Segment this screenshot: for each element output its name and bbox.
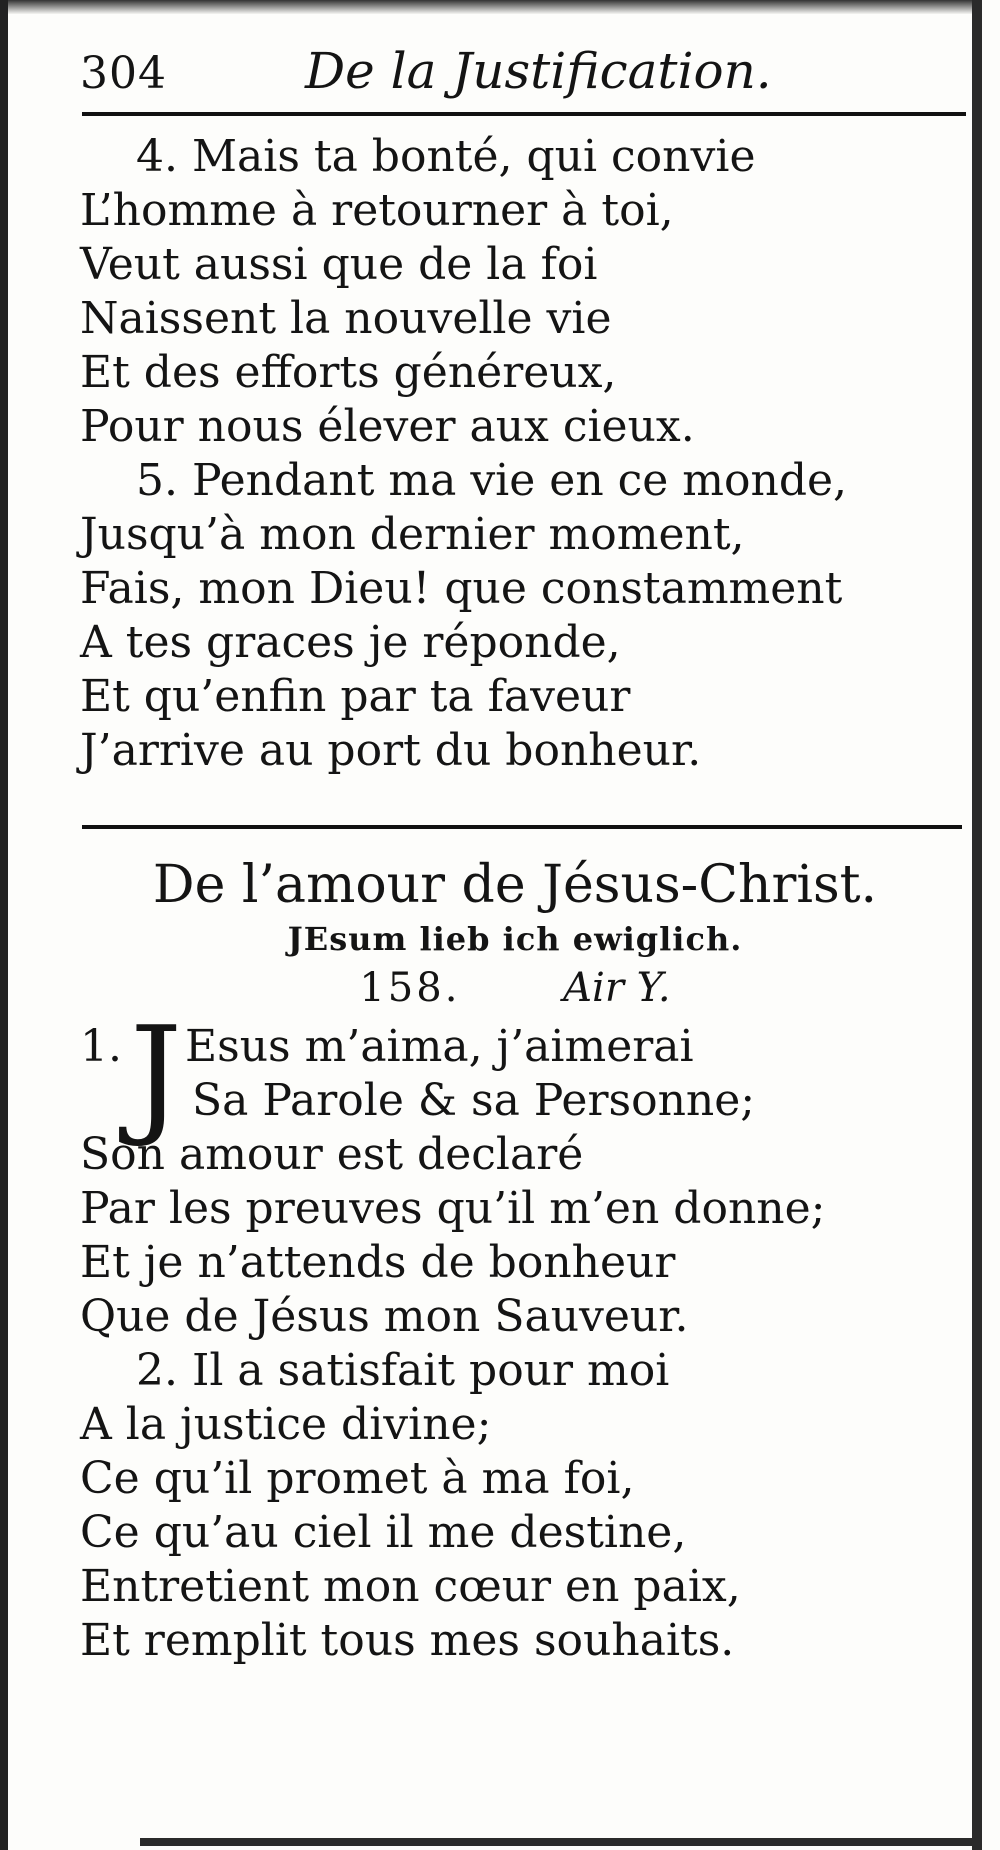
stanza-4	[80, 130, 950, 454]
verse-line: Sa Parole & sa Personne;	[192, 1075, 756, 1126]
hymn-number: 158.	[359, 965, 461, 1011]
verse-line: Naissent la nouvelle vie	[80, 293, 612, 344]
page-edge-bottom	[140, 1838, 982, 1846]
verse-line: Que de Jésus mon Sauveur.	[80, 1291, 689, 1342]
verse-line: Veut aussi que de la foi	[80, 239, 598, 290]
page-edge-left	[0, 0, 8, 1850]
page-number: 304	[80, 48, 167, 99]
verse-line: Ce qu’au ciel il me destine,	[80, 1507, 687, 1558]
verse-line: A la justice divine;	[80, 1399, 492, 1450]
page-edge-top	[0, 0, 982, 14]
hymn-title: De l’amour de Jésus-Christ.	[152, 855, 878, 915]
hymn-air: Air Y.	[563, 965, 671, 1011]
verse-line: L’homme à retourner à toi,	[80, 185, 674, 236]
verse-line: A tes graces je réponde,	[80, 617, 621, 668]
verse-line: Entretient mon cœur en paix,	[80, 1561, 741, 1612]
section-rule	[82, 825, 962, 829]
page-edge-right	[972, 0, 982, 1850]
verse-line: Pour nous élever aux cieux.	[80, 401, 695, 452]
verse-line: 5. Pendant ma vie en ce monde,	[136, 455, 848, 506]
verse-1	[80, 998, 960, 1344]
hymn-number-line	[80, 965, 950, 1011]
running-title: De la Justification.	[305, 42, 772, 100]
verse-line: Et des efforts généreux,	[80, 347, 617, 398]
drop-cap: J	[130, 998, 183, 1150]
verse-line: Et qu’enfin par ta faveur	[80, 671, 631, 722]
verse-line: Fais, mon Dieu! que constamment	[80, 563, 843, 614]
verse-line: 4. Mais ta bonté, qui convie	[136, 131, 756, 182]
verse-line: Esus m’aima, j’aimerai	[185, 1021, 694, 1072]
verse-line: Son amour est declaré	[80, 1129, 584, 1180]
verse-line: Jusqu’à mon dernier moment,	[80, 509, 745, 560]
verse-line: Par les preuves qu’il m’en donne;	[80, 1183, 826, 1234]
stanza-5	[80, 454, 950, 778]
verse-line: Et je n’attends de bonheur	[80, 1237, 676, 1288]
hymn-subtitle: JEsum lieb ich ewiglich.	[287, 920, 743, 958]
verse-line: J’arrive au port du bonheur.	[80, 725, 702, 776]
verse-line: 2. Il a satisfait pour moi	[136, 1345, 670, 1396]
running-head	[80, 42, 960, 102]
header-rule	[82, 112, 966, 116]
verse-line: Ce qu’il promet à ma foi,	[80, 1453, 635, 1504]
verse-line: Et remplit tous mes souhaits.	[80, 1615, 735, 1666]
verse-2	[80, 1344, 950, 1668]
verse-number: 1.	[80, 1021, 122, 1072]
